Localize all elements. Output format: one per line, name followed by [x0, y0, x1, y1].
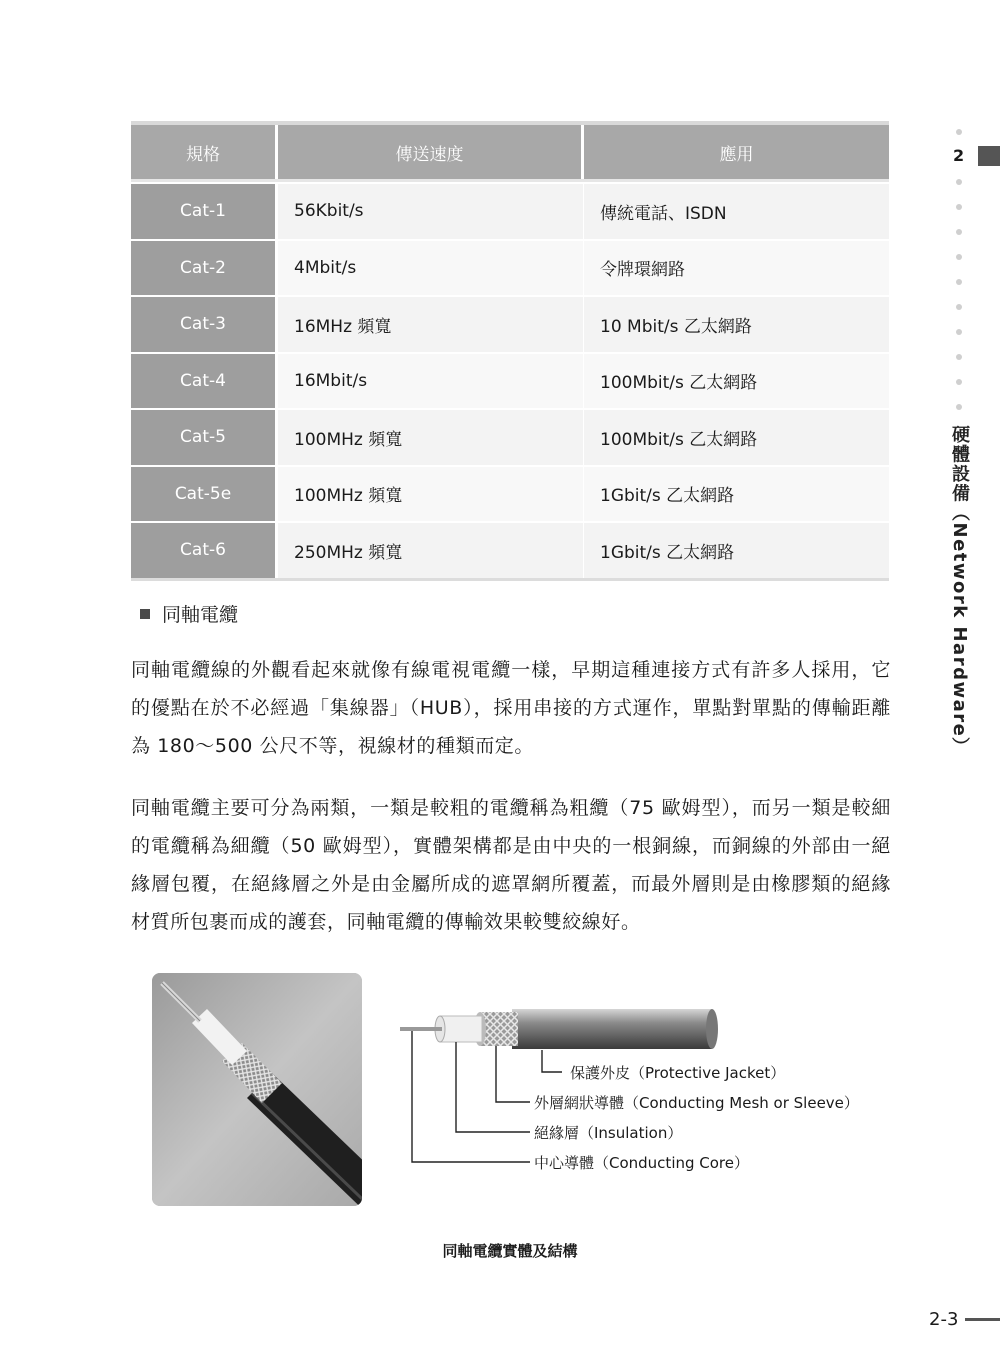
- spec-cell: Cat-5: [131, 410, 278, 465]
- chapter-number: 2: [953, 146, 965, 165]
- paragraph-types: 同軸電纜主要可分為兩類，一類是較粗的電纜稱為粗纜（75 歐姆型），而另一類是較細的電纜稱為細纜（50 歐姆型），實體架構都是由中央的一根銅線，而銅線的外部由一絕緣層包覆，在絕緣層之外是由金屬所成的遮罩網所覆蓋，而最外層則是由橡膠類的絕緣材質所包裹而成的護套，同軸電纜的傳輸效果較雙絞線好。: [131, 797, 891, 933]
- application-cell: 令牌環網路: [584, 241, 889, 296]
- speed-cell: 16MHz 頻寬: [278, 297, 584, 352]
- dot-icon: [956, 129, 962, 135]
- dot-icon: [956, 354, 962, 360]
- label-protective-jacket: 保護外皮（Protective Jacket）: [570, 1064, 786, 1082]
- application-cell: 10 Mbit/s 乙太網路: [584, 297, 889, 352]
- dot-icon: [956, 404, 962, 410]
- table-header-cell: 規格: [131, 125, 278, 179]
- dot-icon: [956, 279, 962, 285]
- application-cell: 1Gbit/s 乙太網路: [584, 467, 889, 522]
- application-cell: 1Gbit/s 乙太網路: [584, 523, 889, 578]
- coax-structure-diagram: [392, 1000, 892, 1190]
- dot-icon: [956, 229, 962, 235]
- paragraph-intro: 同軸電纜線的外觀看起來就像有線電視電纜一樣，早期這種連接方式有許多人採用，它的優點在於不必經過「集線器」（HUB），採用串接的方式運作，單點對單點的傳輸距離為 180～500 公尺不等，視線材的種類而定。: [131, 659, 891, 757]
- speed-cell: 56Kbit/s: [278, 184, 584, 239]
- table-header-cell: 傳送速度: [278, 125, 584, 179]
- table-header-cell: 應用: [584, 125, 889, 179]
- table-row: [131, 182, 889, 239]
- dot-icon: [956, 329, 962, 335]
- figure-caption: 同軸電纜實體及結構: [442, 1242, 578, 1260]
- label-conducting-mesh: 外層網狀導體（Conducting Mesh or Sleeve）: [534, 1094, 859, 1112]
- speed-cell: 100MHz 頻寬: [278, 467, 584, 522]
- application-cell: 100Mbit/s 乙太網路: [584, 354, 889, 409]
- application-cell: 傳統電話、ISDN: [584, 184, 889, 239]
- table-row: [131, 465, 889, 522]
- square-bullet-icon: [140, 609, 150, 619]
- spec-cell: Cat-6: [131, 523, 278, 578]
- dot-icon: [956, 254, 962, 260]
- table-row: [131, 239, 889, 296]
- label-conducting-core: 中心導體（Conducting Core）: [534, 1154, 749, 1172]
- chapter-marker: [978, 146, 1000, 166]
- spec-cell: Cat-5e: [131, 467, 278, 522]
- spec-cell: Cat-1: [131, 184, 278, 239]
- spec-cell: Cat-4: [131, 354, 278, 409]
- speed-cell: 16Mbit/s: [278, 354, 584, 409]
- table-body: [131, 182, 889, 578]
- page-number: 2-3: [929, 1309, 959, 1330]
- chapter-title: 硬體設備（Network Hardware）: [949, 425, 970, 757]
- dot-icon: [956, 379, 962, 385]
- table-header-row: [131, 125, 889, 179]
- section-heading: [140, 600, 238, 627]
- table-row: [131, 295, 889, 352]
- table-bottom-rule: [131, 578, 889, 581]
- spec-cell: Cat-2: [131, 241, 278, 296]
- table-row: [131, 352, 889, 409]
- application-cell: 100Mbit/s 乙太網路: [584, 410, 889, 465]
- table-row: [131, 521, 889, 578]
- spec-cell: Cat-3: [131, 297, 278, 352]
- table-row: [131, 408, 889, 465]
- spec-table: [131, 121, 889, 581]
- label-insulation: 絕緣層（Insulation）: [534, 1124, 683, 1142]
- speed-cell: 100MHz 頻寬: [278, 410, 584, 465]
- section-title-text: 同軸電纜: [162, 604, 239, 626]
- dot-icon: [956, 204, 962, 210]
- dot-icon: [956, 304, 962, 310]
- dot-icon: [956, 179, 962, 185]
- coax-cable-photo: [152, 973, 362, 1206]
- speed-cell: 4Mbit/s: [278, 241, 584, 296]
- speed-cell: 250MHz 頻寬: [278, 523, 584, 578]
- page-number-rule: [965, 1318, 1000, 1321]
